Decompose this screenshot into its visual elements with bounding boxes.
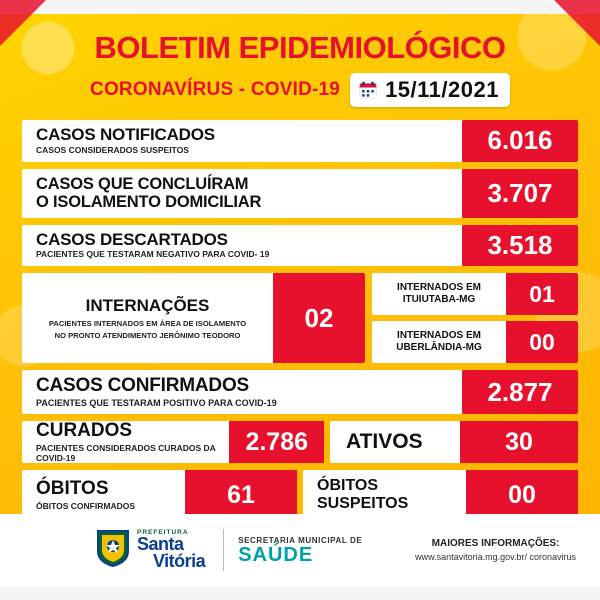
stat-sublabel: PACIENTES QUE TESTARAM NEGATIVO PARA COVID- 19 (36, 249, 270, 260)
stat-sublabel: PACIENTES QUE TESTARAM POSITIVO PARA COVID-19 (36, 398, 277, 409)
city-name-line2: Vitória (153, 551, 206, 572)
top-decorative-bar (0, 0, 600, 14)
stat-label-block (372, 273, 506, 315)
stat-label-line2: UBERLÂNDIA-MG (396, 342, 482, 354)
stat-value: 3.518 (462, 225, 578, 267)
stat-value: 02 (273, 273, 365, 363)
stat-row-obitos-suspeitos (303, 470, 578, 520)
stat-sublabel: ÓBITOS CONFIRMADOS (36, 501, 136, 512)
stat-row-curados (22, 421, 324, 463)
prefeitura-label: PREFEITURA (137, 528, 189, 536)
stat-value: 61 (185, 470, 297, 520)
stats-list (22, 120, 578, 520)
footer (0, 514, 600, 586)
coat-of-arms-icon (96, 529, 130, 572)
calendar-icon (358, 80, 378, 100)
stat-value: 3.707 (462, 169, 578, 218)
prefeitura-wordmark (137, 530, 205, 571)
stat-row-casos-confirmados (22, 370, 578, 414)
stat-value: 2.877 (462, 370, 578, 414)
stat-label: CASOS NOTIFICADOS (36, 125, 215, 144)
stat-row-isolamento-concluido (22, 169, 578, 218)
date-badge (350, 73, 510, 107)
stat-label-block (22, 169, 462, 218)
stat-row-internados-uberlandia (372, 321, 578, 363)
prefeitura-logo (96, 529, 205, 572)
stat-value: 00 (466, 470, 578, 520)
stat-value: 30 (460, 421, 578, 463)
secretaria-logo (238, 536, 362, 565)
stat-label-block (22, 421, 229, 463)
stat-label: INTERNAÇÕES (85, 295, 210, 315)
poster-content (0, 14, 600, 586)
stat-group-internacoes (22, 273, 578, 363)
info-title: MAIORES INFORMAÇÕES: (431, 538, 560, 549)
page-subtitle: CORONAVÍRUS - COVID-19 (90, 79, 341, 100)
stat-row-casos-notificados (22, 120, 578, 162)
stat-label: CURADOS (36, 420, 133, 442)
info-url[interactable]: www.santavitoria.mg.gov.br/ coronavirus (415, 552, 576, 562)
stat-label-line1: INTERNADOS EM (397, 330, 481, 342)
bottom-decorative-bar (0, 586, 600, 600)
stat-label-line2: O ISOLAMENTO DOMICILIAR (36, 193, 262, 212)
stat-label-block (22, 120, 462, 162)
secretaria-name: SAÚDE (238, 543, 314, 566)
stat-label: ATIVOS (346, 430, 423, 454)
subtitle-row (0, 73, 600, 107)
stat-label-block (22, 273, 273, 363)
stat-value: 2.786 (229, 421, 324, 463)
stat-sublabel: CASOS CONSIDERADOS SUSPEITOS (36, 144, 189, 155)
stat-label-line1: INTERNADOS EM (397, 282, 481, 294)
page-title: BOLETIM EPIDEMIOLÓGICO (94, 30, 506, 65)
stat-label: CASOS DESCARTADOS (36, 229, 228, 249)
secretaria-label: SECRETARIA MUNICIPAL DE (238, 535, 363, 545)
stat-sublabel-line2: NO PRONTO ATENDIMENTO JERÔNIMO TEODORO (54, 331, 241, 341)
stat-row-internados-ituiutaba (372, 273, 578, 315)
stat-group-curados-ativos (22, 421, 578, 463)
stat-label: ÓBITOS (36, 478, 109, 500)
stat-label-line1: ÓBITOS (317, 477, 379, 495)
stat-sublabel-line1: PACIENTES INTERNADOS EM ÁREA DE ISOLAMENTO (48, 318, 247, 328)
city-name-line1: Santa (137, 534, 184, 555)
footer-divider (223, 529, 224, 571)
stat-label-block (372, 321, 506, 363)
stat-sublabel: PACIENTES CONSIDERADOS CURADOS DA COVID-19 (36, 443, 216, 464)
report-date: 15/11/2021 (385, 77, 499, 102)
stat-row-obitos (22, 470, 297, 520)
stat-label-line2: SUSPEITOS (317, 495, 409, 513)
stat-label: CASOS CONFIRMADOS (36, 375, 249, 397)
stat-label-block (22, 370, 462, 414)
stat-row-internacoes (22, 273, 365, 363)
stat-label-block (22, 225, 462, 267)
stat-row-ativos (330, 421, 578, 463)
stat-label-block (22, 479, 135, 511)
stat-label-line2: ITUIUTABA-MG (402, 294, 476, 306)
stat-label-block (303, 477, 408, 513)
stat-row-casos-descartados (22, 225, 578, 267)
stat-value: 01 (506, 273, 578, 315)
footer-info (415, 538, 576, 562)
internacoes-breakdown (372, 273, 578, 363)
stat-value: 6.016 (462, 120, 578, 162)
stat-value: 00 (506, 321, 578, 363)
stat-label-line1: CASOS QUE CONCLUÍRAM (36, 174, 249, 193)
stat-group-obitos (22, 470, 578, 520)
